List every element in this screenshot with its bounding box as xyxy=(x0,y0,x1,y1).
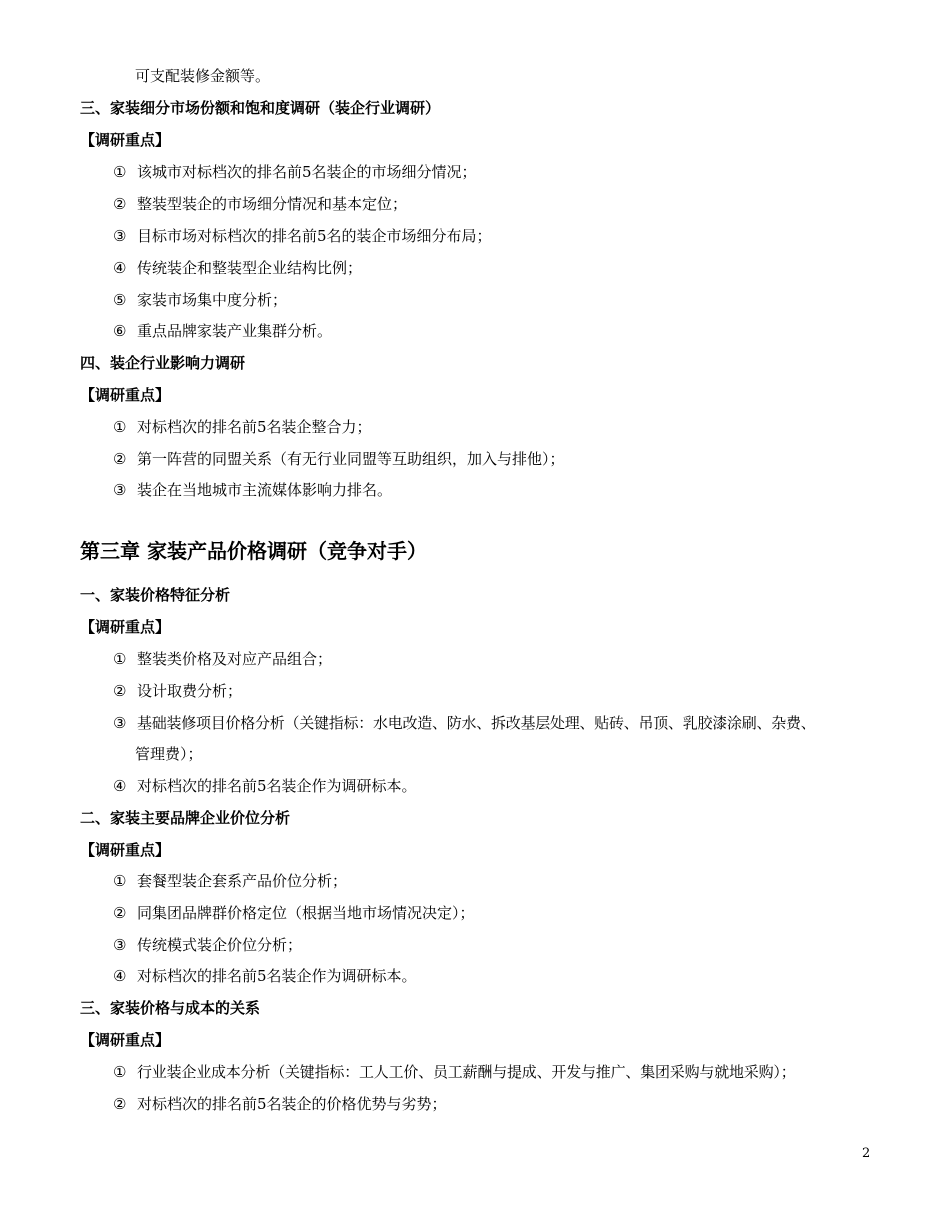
item-text: 套餐型装企套系产品价位分析； xyxy=(137,872,348,890)
item-text: 传统装企和整装型企业结构比例； xyxy=(137,259,363,277)
section-heading-3: 三、家装细分市场份额和饱和度调研（装企行业调研） xyxy=(80,99,441,117)
item-text: 传统模式装企价位分析； xyxy=(137,936,303,954)
item-text: 设计取费分析； xyxy=(137,682,243,700)
item-text: 目标市场对标档次的排名前5名的装企市场细分布局； xyxy=(137,227,492,245)
section-heading-3b: 三、家装价格与成本的关系 xyxy=(80,999,261,1017)
item-number: ② xyxy=(113,682,127,700)
item-number: ③ xyxy=(113,481,127,499)
list-item xyxy=(113,649,332,669)
list-item xyxy=(113,903,475,923)
list-item xyxy=(113,417,372,437)
item-text: 同集团品牌群价格定位（根据当地市场情况决定）； xyxy=(137,904,475,922)
research-focus-label: 【调研重点】 xyxy=(80,618,171,636)
item-text-continued: 管理费）； xyxy=(135,745,203,763)
item-text: 家装市场集中度分析； xyxy=(137,291,288,309)
list-item xyxy=(113,449,565,469)
list-item xyxy=(113,1094,447,1114)
item-number: ① xyxy=(113,1063,127,1081)
item-number: ③ xyxy=(113,714,127,732)
list-item xyxy=(113,871,347,891)
item-number: ⑤ xyxy=(113,291,127,309)
item-number: ① xyxy=(113,872,127,890)
research-focus-label: 【调研重点】 xyxy=(80,1031,171,1049)
item-text: 装企在当地城市主流媒体影响力排名。 xyxy=(137,481,393,499)
item-number: ② xyxy=(113,904,127,922)
section-heading-2: 二、家装主要品牌企业价位分析 xyxy=(80,809,291,827)
continued-text: 可支配装修金额等。 xyxy=(135,67,271,85)
list-item xyxy=(113,713,816,733)
item-number: ⑥ xyxy=(113,322,127,340)
list-item xyxy=(113,194,407,214)
item-number: ④ xyxy=(113,777,127,795)
item-text: 重点品牌家装产业集群分析。 xyxy=(137,322,333,340)
item-text: 对标档次的排名前5名装企作为调研标本。 xyxy=(137,967,417,985)
list-item xyxy=(113,480,392,500)
list-item xyxy=(113,681,242,701)
item-text: 整装类价格及对应产品组合； xyxy=(137,650,333,668)
item-text: 对标档次的排名前5名装企整合力； xyxy=(137,418,372,436)
research-focus-label: 【调研重点】 xyxy=(80,131,171,149)
item-number: ② xyxy=(113,195,127,213)
item-number: ④ xyxy=(113,967,127,985)
list-item xyxy=(113,226,492,246)
list-item xyxy=(113,1062,796,1082)
list-item xyxy=(113,935,302,955)
list-item xyxy=(113,258,362,278)
item-text: 第一阵营的同盟关系（有无行业同盟等互助组织，加入与排他）； xyxy=(137,450,565,468)
list-item xyxy=(113,162,477,182)
section-heading-1: 一、家装价格特征分析 xyxy=(80,586,231,604)
section-heading-4: 四、装企行业影响力调研 xyxy=(80,354,246,372)
item-number: ③ xyxy=(113,936,127,954)
item-number: ② xyxy=(113,450,127,468)
item-text: 基础装修项目价格分析（关键指标：水电改造、防水、拆改基层处理、贴砖、吊顶、乳胶漆涂刷、杂费、 xyxy=(137,714,816,732)
item-text: 该城市对标档次的排名前5名装企的市场细分情况； xyxy=(137,163,477,181)
chapter-title: 第三章 家装产品价格调研（竞争对手） xyxy=(80,539,427,563)
item-number: ① xyxy=(113,163,127,181)
item-number: ③ xyxy=(113,227,127,245)
item-number: ① xyxy=(113,418,127,436)
research-focus-label: 【调研重点】 xyxy=(80,386,171,404)
item-text: 对标档次的排名前5名装企作为调研标本。 xyxy=(137,777,417,795)
research-focus-label: 【调研重点】 xyxy=(80,841,171,859)
item-text: 整装型装企的市场细分情况和基本定位； xyxy=(137,195,408,213)
page-number: 2 xyxy=(862,1146,871,1161)
list-item xyxy=(113,321,332,341)
list-item xyxy=(113,290,287,310)
list-item xyxy=(113,966,417,986)
list-item xyxy=(113,776,417,796)
item-number: ④ xyxy=(113,259,127,277)
item-text: 对标档次的排名前5名装企的价格优势与劣势； xyxy=(137,1095,447,1113)
item-number: ② xyxy=(113,1095,127,1113)
item-text: 行业装企业成本分析（关键指标：工人工价、员工薪酬与提成、开发与推广、集团采购与就地采购）； xyxy=(137,1063,796,1081)
item-number: ① xyxy=(113,650,127,668)
